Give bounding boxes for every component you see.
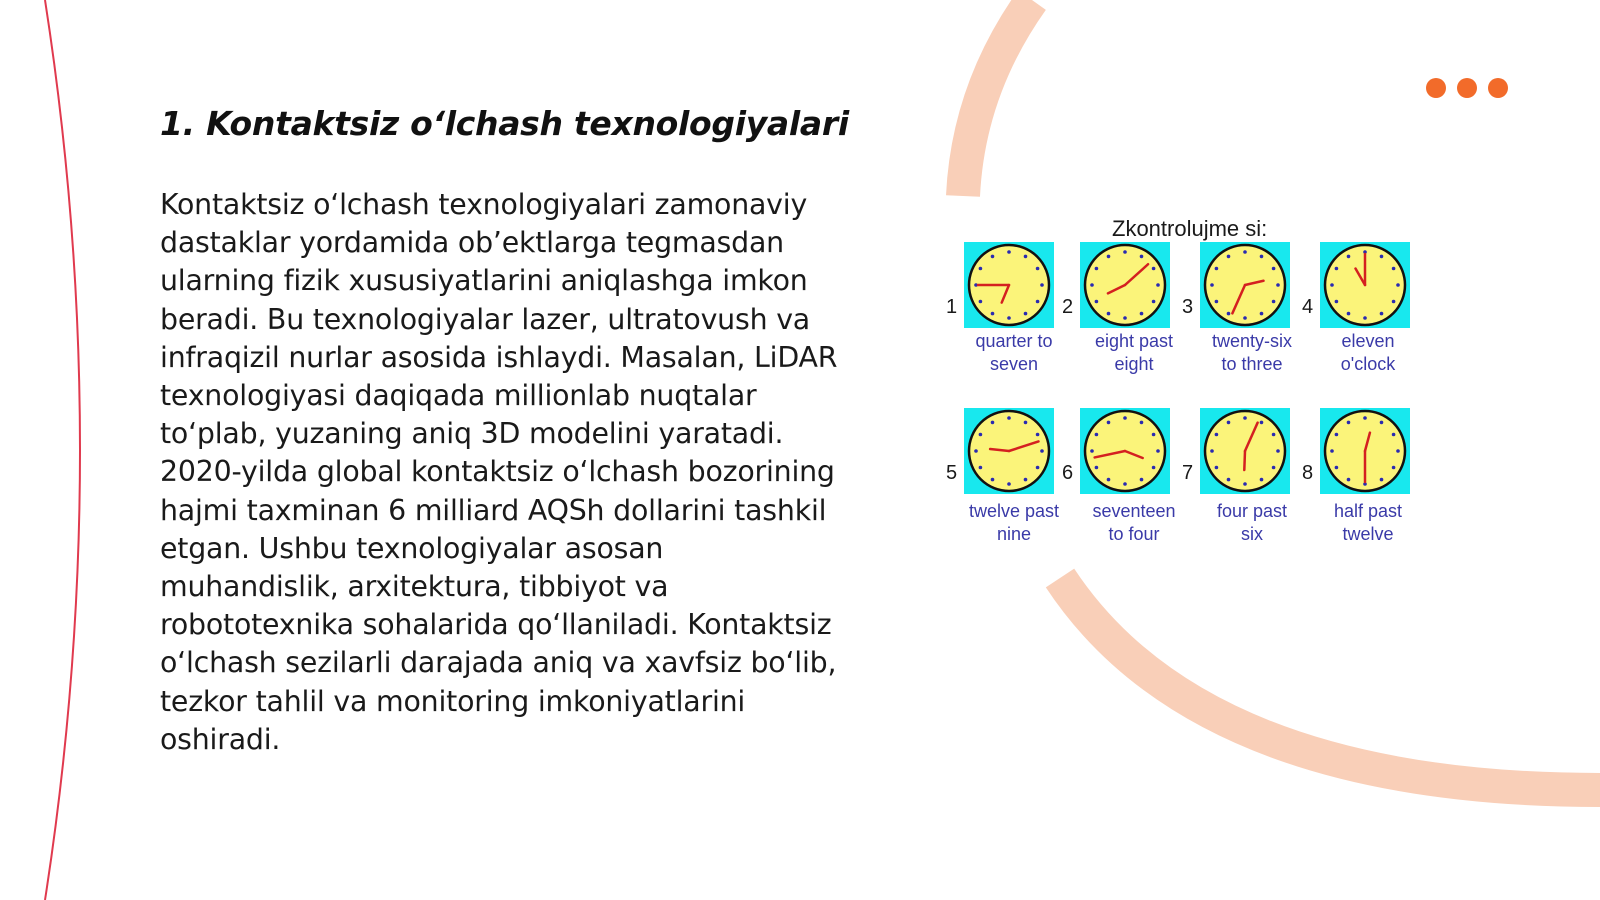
hour-mark bbox=[1095, 267, 1099, 271]
hour-mark bbox=[991, 478, 995, 482]
clock-number: 4 bbox=[1302, 296, 1314, 318]
clock-tile bbox=[964, 408, 1054, 494]
clock-caption bbox=[1308, 500, 1428, 546]
clock-tile bbox=[1320, 408, 1410, 494]
clock-caption-line: nine bbox=[996, 524, 1032, 544]
hour-mark bbox=[1260, 421, 1264, 425]
clock-caption-line: o'clock bbox=[1340, 354, 1396, 374]
hour-mark bbox=[979, 466, 983, 470]
hour-mark bbox=[1335, 466, 1339, 470]
hour-mark bbox=[1095, 300, 1099, 304]
clock-number: 3 bbox=[1182, 296, 1194, 318]
clock-caption-line: six bbox=[1241, 524, 1263, 544]
hour-mark bbox=[991, 255, 995, 259]
hour-mark bbox=[1392, 300, 1396, 304]
hour-mark bbox=[1272, 466, 1276, 470]
hour-mark bbox=[1243, 316, 1247, 320]
hour-mark bbox=[1380, 478, 1384, 482]
hour-mark bbox=[1392, 267, 1396, 271]
hour-mark bbox=[1040, 283, 1044, 287]
left-decorative-line bbox=[45, 0, 80, 900]
hour-mark bbox=[1095, 433, 1099, 437]
clock-tile bbox=[1080, 408, 1170, 494]
hour-mark bbox=[1243, 482, 1247, 486]
hour-mark bbox=[1107, 421, 1111, 425]
hour-mark bbox=[1036, 466, 1040, 470]
hour-mark bbox=[1210, 283, 1214, 287]
hour-mark bbox=[1260, 255, 1264, 259]
clock-caption-line: half past bbox=[1333, 501, 1403, 521]
clock-icon bbox=[1200, 242, 1290, 328]
hour-mark bbox=[1152, 267, 1156, 271]
clock-icon bbox=[1320, 408, 1410, 494]
hour-mark bbox=[1347, 255, 1351, 259]
clock-caption-line: twelve bbox=[1342, 524, 1394, 544]
hour-mark bbox=[979, 433, 983, 437]
hour-mark bbox=[1090, 449, 1094, 453]
hour-mark bbox=[1107, 478, 1111, 482]
hour-mark bbox=[1140, 312, 1144, 316]
hour-mark bbox=[1024, 478, 1028, 482]
hour-mark bbox=[1007, 316, 1011, 320]
hour-mark bbox=[1036, 433, 1040, 437]
hour-mark bbox=[1140, 478, 1144, 482]
clock-tile bbox=[1080, 242, 1170, 328]
clock-caption-line: seventeen bbox=[1092, 501, 1176, 521]
clock-number: 5 bbox=[946, 462, 958, 484]
hour-mark bbox=[1227, 478, 1231, 482]
hour-mark bbox=[1347, 312, 1351, 316]
hour-mark bbox=[1215, 300, 1219, 304]
clock-caption bbox=[954, 500, 1074, 546]
hour-mark bbox=[1024, 421, 1028, 425]
decorative-dots bbox=[1426, 78, 1508, 98]
hour-mark bbox=[1123, 250, 1127, 254]
hour-mark bbox=[1276, 283, 1280, 287]
hour-mark bbox=[1152, 300, 1156, 304]
hour-mark bbox=[979, 267, 983, 271]
hour-mark bbox=[1210, 449, 1214, 453]
clock-caption-line: eleven bbox=[1341, 331, 1395, 351]
hour-mark bbox=[1152, 466, 1156, 470]
hour-mark bbox=[1152, 433, 1156, 437]
hour-mark bbox=[1272, 300, 1276, 304]
hour-mark bbox=[1156, 283, 1160, 287]
clock-number: 7 bbox=[1182, 462, 1194, 484]
hour-mark bbox=[1380, 312, 1384, 316]
hour-mark bbox=[1227, 255, 1231, 259]
slide-paragraph: Kontaktsiz o‘lchash texnologiyalari zamonaviy dastaklar yordamida ob’ektlarga tegmasdan ularning fizik xususiyatlarini aniqlashga imkon beradi. Bu texnologiyalar lazer, ultratovush va infraqizil nurlar asosida ishlaydi. Masalan, LiDAR texnologiyasi daqiqada millionlab nuqtalar to‘plab, yuzaning aniq 3D modelini yaratadi. 2020-yilda global kontaktsiz o‘lchash bozorining hajmi taxminan 6 milliard AQSh dollarini tashkil etgan. Ushbu texnologiyalar asosan muhandislik, arxitektura, tibbiyot va robototexnika sohalarida qo‘llaniladi. Kontaktsiz o‘lchash sezilarli darajada aniq va xavfsiz bo‘lib, tezkor tahlil va monitoring imkoniyatlarini oshiradi. bbox=[160, 188, 838, 756]
hour-mark bbox=[1347, 478, 1351, 482]
hour-mark bbox=[1380, 421, 1384, 425]
hour-mark bbox=[1335, 300, 1339, 304]
hour-mark bbox=[1215, 466, 1219, 470]
clock-number: 6 bbox=[1062, 462, 1074, 484]
hour-mark bbox=[991, 421, 995, 425]
hour-mark bbox=[1392, 466, 1396, 470]
hour-mark bbox=[1024, 255, 1028, 259]
hour-mark bbox=[1036, 300, 1040, 304]
clock-caption bbox=[1074, 330, 1194, 376]
clock-caption-line: seven bbox=[989, 354, 1039, 374]
hour-mark bbox=[1330, 283, 1334, 287]
clock-caption-line: eight bbox=[1114, 354, 1154, 374]
clock-icon bbox=[1320, 242, 1410, 328]
hour-mark bbox=[979, 300, 983, 304]
hour-mark bbox=[1215, 267, 1219, 271]
clock-caption bbox=[1308, 330, 1428, 376]
hour-mark bbox=[1363, 416, 1367, 420]
dot-icon bbox=[1426, 78, 1446, 98]
clock-tile bbox=[964, 242, 1054, 328]
dot-icon bbox=[1488, 78, 1508, 98]
clock-icon bbox=[1080, 242, 1170, 328]
hour-mark bbox=[1140, 255, 1144, 259]
hour-mark bbox=[1007, 250, 1011, 254]
hour-mark bbox=[1095, 466, 1099, 470]
hour-mark bbox=[1156, 449, 1160, 453]
figure-title: Zkontrolujme si: bbox=[1112, 216, 1268, 241]
hour-mark bbox=[1090, 283, 1094, 287]
clock-icon bbox=[964, 242, 1054, 328]
hour-mark bbox=[1243, 250, 1247, 254]
hour-mark bbox=[974, 449, 978, 453]
hour-mark bbox=[1392, 433, 1396, 437]
hour-mark bbox=[1335, 433, 1339, 437]
hour-mark bbox=[1347, 421, 1351, 425]
hour-mark bbox=[1260, 312, 1264, 316]
clock-caption-line: to four bbox=[1108, 524, 1160, 544]
clock-caption-line: twelve past bbox=[968, 501, 1060, 521]
hour-mark bbox=[1123, 482, 1127, 486]
hour-mark bbox=[1227, 312, 1231, 316]
clock-caption-line: four past bbox=[1216, 501, 1288, 521]
hour-mark bbox=[1272, 267, 1276, 271]
hour-mark bbox=[1123, 316, 1127, 320]
clock-tile bbox=[1320, 242, 1410, 328]
hour-mark bbox=[1107, 312, 1111, 316]
clock-exercise-figure bbox=[946, 208, 1466, 568]
clock-tile bbox=[1200, 408, 1290, 494]
clock-number: 8 bbox=[1302, 462, 1314, 484]
clock-number: 1 bbox=[946, 296, 958, 318]
clock-caption bbox=[954, 330, 1074, 376]
clock-caption-line: eight past bbox=[1094, 331, 1174, 351]
hour-mark bbox=[1396, 283, 1400, 287]
hour-mark bbox=[1272, 433, 1276, 437]
hour-mark bbox=[1007, 482, 1011, 486]
hour-mark bbox=[1107, 255, 1111, 259]
clock-icon bbox=[1080, 408, 1170, 494]
hour-mark bbox=[1276, 449, 1280, 453]
clock-tile bbox=[1200, 242, 1290, 328]
clock-icon bbox=[964, 408, 1054, 494]
hour-mark bbox=[1260, 478, 1264, 482]
clock-caption-line: to three bbox=[1221, 354, 1283, 374]
clock-caption-line: quarter to bbox=[975, 331, 1053, 351]
hour-mark bbox=[1007, 416, 1011, 420]
hour-mark bbox=[1215, 433, 1219, 437]
decorative-arc-top bbox=[963, 0, 1032, 196]
hour-mark bbox=[1036, 267, 1040, 271]
hour-mark bbox=[1380, 255, 1384, 259]
clock-caption bbox=[1192, 500, 1312, 546]
clock-caption bbox=[1074, 500, 1194, 546]
clock-caption-line: twenty-six bbox=[1211, 331, 1292, 351]
slide-title: 1. Kontaktsiz o‘lchash texnologiyalari bbox=[160, 104, 849, 143]
hour-mark bbox=[1335, 267, 1339, 271]
hour-mark bbox=[1024, 312, 1028, 316]
hour-hand bbox=[1244, 451, 1245, 470]
hour-mark bbox=[1363, 316, 1367, 320]
clock-caption bbox=[1192, 330, 1312, 376]
clock-icon bbox=[1200, 408, 1290, 494]
hour-mark bbox=[1243, 416, 1247, 420]
hour-mark bbox=[1123, 416, 1127, 420]
hour-mark bbox=[1227, 421, 1231, 425]
dot-icon bbox=[1457, 78, 1477, 98]
clock-number: 2 bbox=[1062, 296, 1074, 318]
hour-mark bbox=[1140, 421, 1144, 425]
hour-mark bbox=[1330, 449, 1334, 453]
hour-mark bbox=[1040, 449, 1044, 453]
hour-mark bbox=[991, 312, 995, 316]
hour-mark bbox=[1396, 449, 1400, 453]
decorative-arc-bottom bbox=[1060, 578, 1600, 790]
